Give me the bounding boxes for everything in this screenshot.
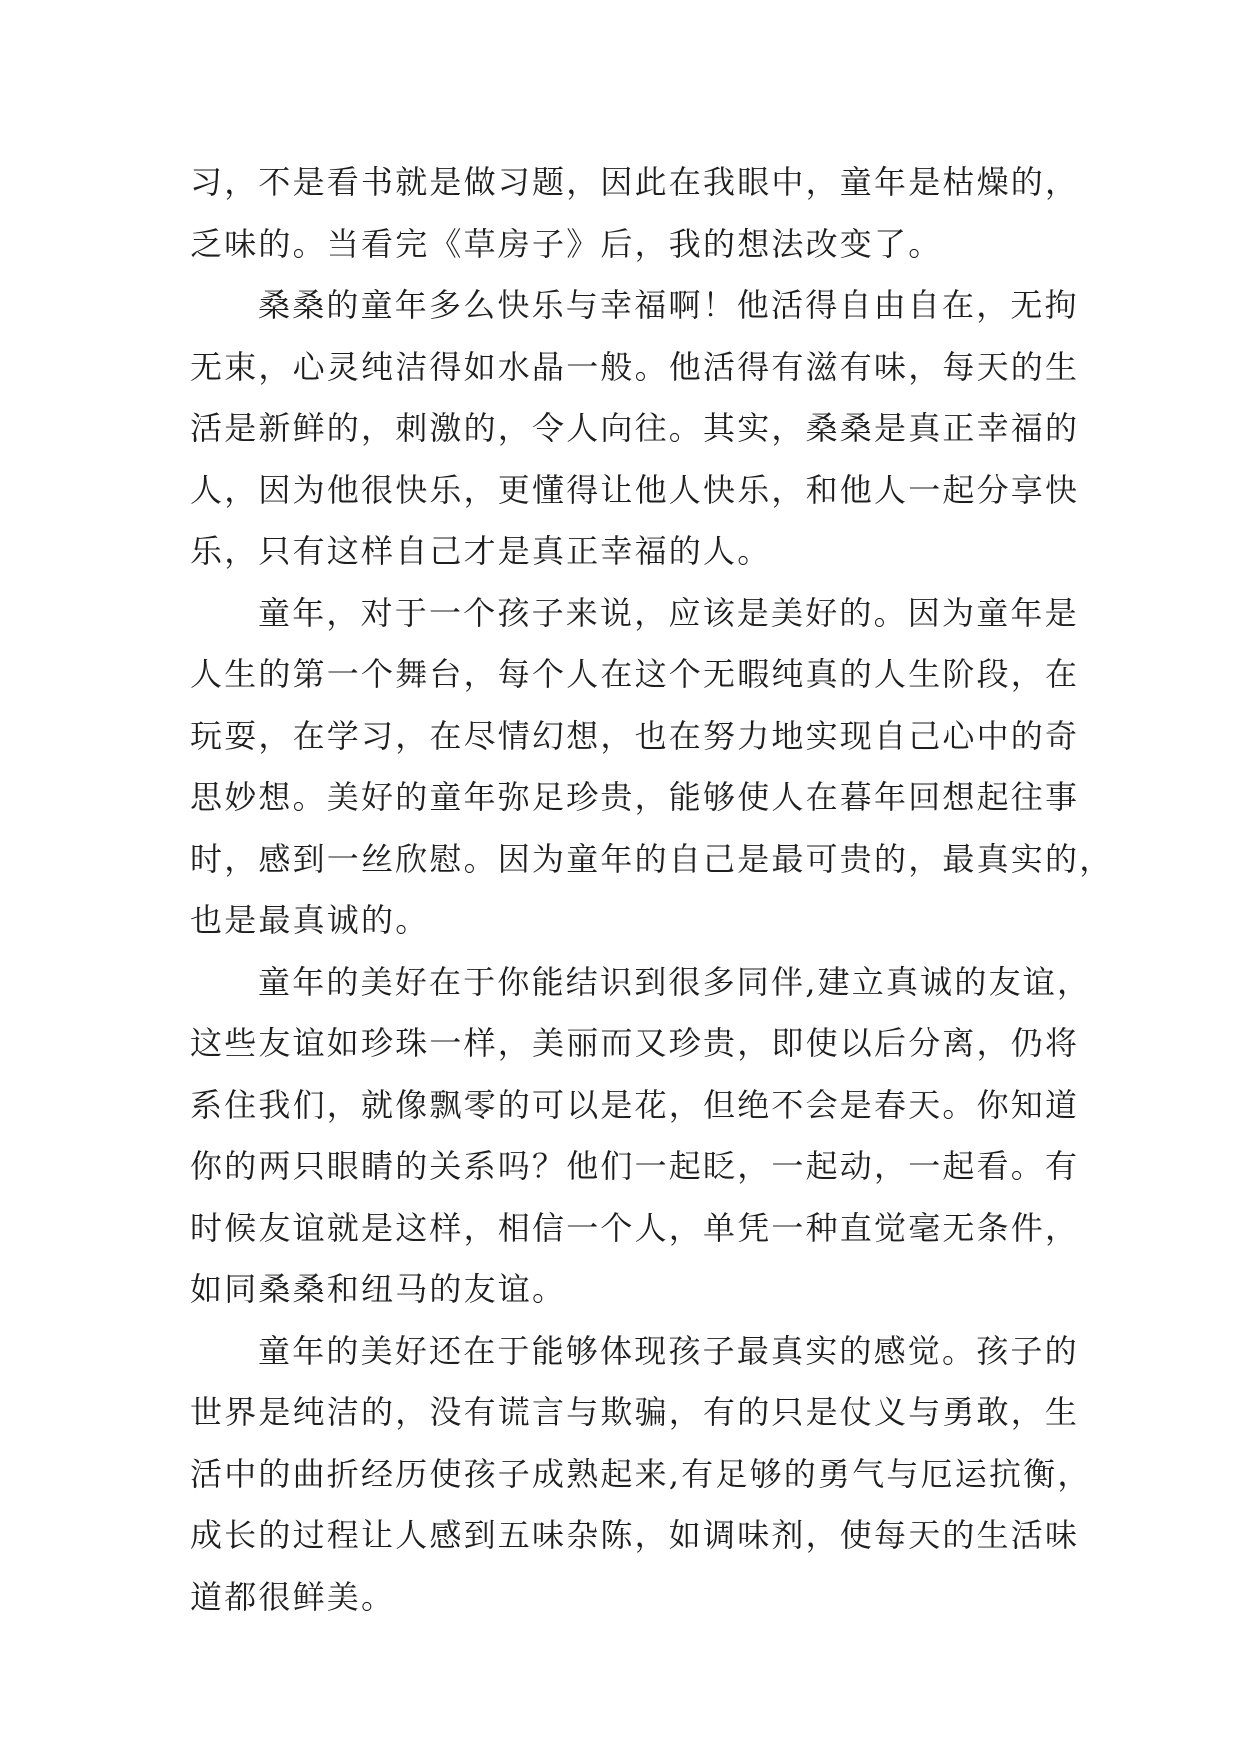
text-line: 世界是纯洁的，没有谎言与欺骗，有的只是仗义与勇敢，生 xyxy=(190,1393,1080,1431)
text-line: 活中的曲折经历使孩子成熟起来,有足够的勇气与厄运抗衡， xyxy=(190,1454,1092,1493)
text-line: 人生的第一个舞台，每个人在这个无暇纯真的人生阶段，在 xyxy=(190,655,1080,693)
paragraph-first-line: 童年的美好还在于能够体现孩子最真实的感觉。孩子的 xyxy=(258,1331,1079,1370)
text-line: 时，感到一丝欣慰。因为童年的自己是最可贵的，最真实的， xyxy=(190,839,1114,878)
paragraph-first-line: 桑桑的童年多么快乐与幸福啊！他活得自由自在，无拘 xyxy=(258,286,1079,324)
text-line: 系住我们，就像飘零的可以是花，但绝不会是春天。你知道 xyxy=(190,1085,1080,1124)
text-line: 也是最真诚的。 xyxy=(190,901,430,939)
text-line: 无束，心灵纯洁得如水晶一般。他活得有滋有味，每天的生 xyxy=(190,347,1080,386)
text-line: 人，因为他很快乐，更懂得让他人快乐，和他人一起分享快 xyxy=(190,470,1080,509)
text-line: 活是新鲜的，刺激的，令人向往。其实，桑桑是真正幸福的 xyxy=(190,409,1080,447)
text-line: 乏味的。当看完《草房子》后，我的想法改变了。 xyxy=(190,224,943,263)
text-line: 你的两只眼睛的关系吗？他们一起眨，一起动，一起看。有 xyxy=(190,1147,1080,1185)
text-line: 思妙想。美好的童年弥足珍贵，能够使人在暮年回想起往事 xyxy=(190,778,1080,816)
text-line: 玩耍，在学习，在尽情幻想，也在努力地实现自己心中的奇 xyxy=(190,716,1080,755)
paragraph-first-line: 童年的美好在于你能结识到很多同伴,建立真诚的友谊， xyxy=(258,962,1092,1001)
text-line: 乐，只有这样自己才是真正幸福的人。 xyxy=(190,532,772,570)
text-line: 这些友谊如珍珠一样，美丽而又珍贵，即使以后分离，仍将 xyxy=(190,1024,1080,1062)
text-line: 道都很鲜美。 xyxy=(190,1577,396,1616)
text-line: 如同桑桑和纽马的友谊。 xyxy=(190,1270,567,1308)
paragraph-first-line: 童年，对于一个孩子来说，应该是美好的。因为童年是 xyxy=(258,593,1079,632)
text-line: 习，不是看书就是做习题，因此在我眼中，童年是枯燥的， xyxy=(190,163,1080,201)
text-line: 成长的过程让人感到五味杂陈，如调味剂，使每天的生活味 xyxy=(190,1516,1080,1554)
body-text xyxy=(190,152,1114,1628)
text-line: 时候友谊就是这样，相信一个人，单凭一种直觉毫无条件， xyxy=(190,1208,1080,1247)
